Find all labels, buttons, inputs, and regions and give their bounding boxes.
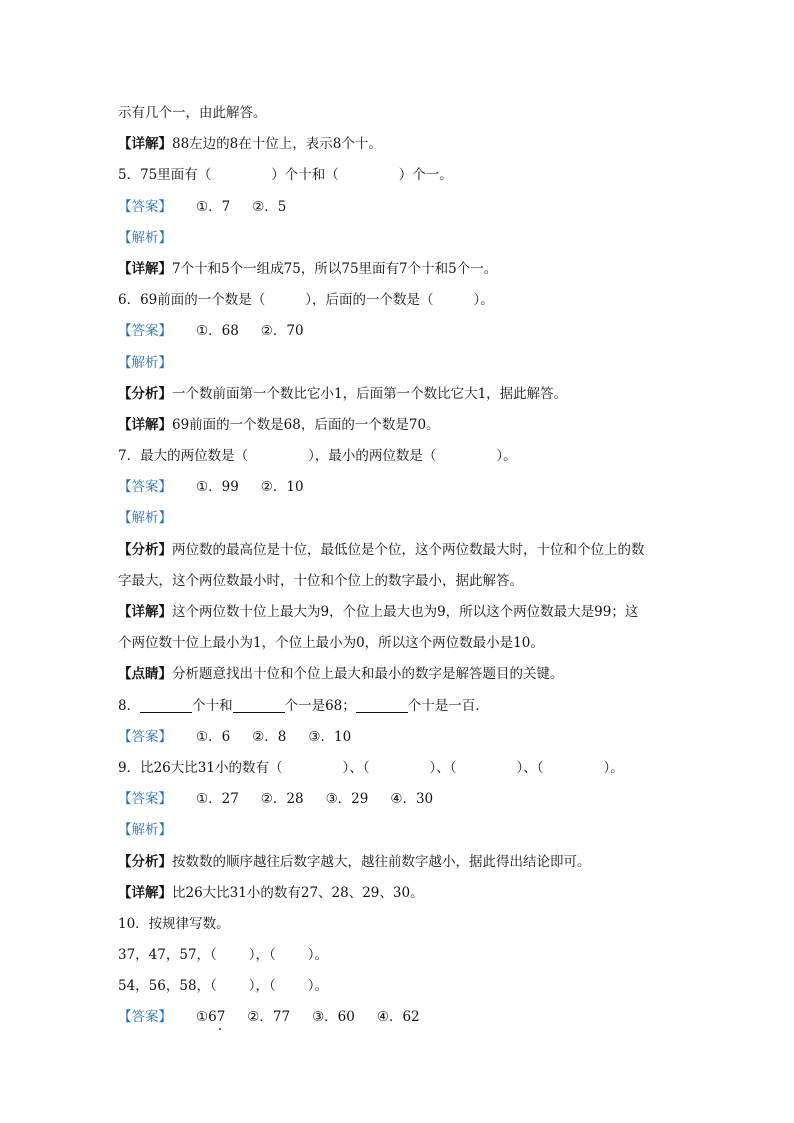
answer-item: ①67 bbox=[196, 1009, 226, 1026]
answer-item: ③．10 bbox=[308, 728, 352, 745]
line-text: 10．按规律写数。 bbox=[118, 915, 230, 932]
answer-item: ②．8 bbox=[252, 728, 287, 745]
answer-item: ②．70 bbox=[260, 323, 304, 340]
question-text: ）。 bbox=[473, 292, 494, 309]
answer-item: ②．5 bbox=[252, 198, 287, 215]
question-text: ）个十和（ bbox=[271, 167, 339, 184]
analysis-tag: 【解析】 bbox=[118, 510, 172, 527]
line-text: 分析题意找出十位和个位上最大和最小的数字是解答题目的关键。 bbox=[172, 666, 564, 683]
question-text: ）。 bbox=[307, 947, 329, 964]
question-text: ）。 bbox=[496, 448, 517, 465]
text-line bbox=[118, 878, 678, 909]
answer-tag: 【答案】 bbox=[118, 1009, 172, 1026]
question-text: ），后面的一个数是（ bbox=[305, 292, 434, 309]
line-text: 按数数的顺序越往后数字越大，越往前数字越小，据此得出结论即可。 bbox=[172, 853, 591, 870]
line-text: 比26大比31小的数有27、28、29、30。 bbox=[172, 884, 424, 901]
text-line bbox=[118, 316, 678, 347]
question-text: 个十和 bbox=[192, 697, 233, 714]
section-label: 【详解】 bbox=[118, 416, 172, 433]
question-text: 9．比26大比31小的数有（ bbox=[118, 759, 283, 776]
text-line bbox=[118, 784, 678, 815]
answer-blank bbox=[140, 698, 192, 713]
question-text: 6．69前面的一个数是（ bbox=[118, 292, 266, 309]
document-body bbox=[118, 98, 678, 1034]
line-text: 两位数的最高位是十位，最低位是个位，这个两位数最大时，十位和个位上的数 bbox=[172, 541, 645, 558]
text-line bbox=[118, 815, 678, 846]
stray-dot bbox=[219, 1028, 221, 1030]
text-line bbox=[118, 566, 678, 597]
text-line bbox=[118, 410, 678, 441]
answer-tag: 【答案】 bbox=[118, 479, 172, 496]
question-text: ）、（ bbox=[429, 759, 457, 776]
question-text: 54，56，58，（ bbox=[118, 978, 217, 995]
answer-item: ①．99 bbox=[196, 479, 239, 496]
text-line bbox=[118, 909, 678, 940]
section-label: 【详解】 bbox=[118, 884, 172, 901]
question-text: ），最小的两位数是（ bbox=[308, 448, 437, 465]
text-line bbox=[118, 348, 678, 379]
line-text: 88左边的8在十位上，表示8个十。 bbox=[172, 136, 382, 153]
analysis-tag: 【解析】 bbox=[118, 354, 172, 371]
line-text: 示有几个一，由此解答。 bbox=[118, 105, 267, 121]
answer-tag: 【答案】 bbox=[118, 323, 172, 340]
text-line bbox=[118, 847, 678, 878]
text-line bbox=[118, 441, 678, 472]
text-line bbox=[118, 285, 678, 316]
line-text: 这个两位数十位上最大为9，个位上最大也为9，所以这个两位数最大是99；这 bbox=[172, 604, 639, 620]
question-text: 5．75里面有（ bbox=[118, 167, 212, 184]
answer-blank bbox=[233, 698, 285, 713]
text-line bbox=[118, 223, 678, 254]
answer-item: ①．7 bbox=[196, 198, 231, 215]
text-line bbox=[118, 1002, 678, 1033]
text-line bbox=[118, 628, 678, 659]
question-text: 个十是一百. bbox=[407, 697, 480, 714]
answer-tag: 【答案】 bbox=[118, 198, 172, 215]
text-line bbox=[118, 98, 678, 129]
text-line bbox=[118, 254, 678, 285]
text-line bbox=[118, 753, 678, 784]
answer-blank bbox=[356, 698, 408, 713]
answer-item: ③．60 bbox=[312, 1009, 355, 1026]
line-text: 7个十和5个一组成75，所以75里面有7个十和5个一。 bbox=[172, 260, 498, 277]
question-text: ）。 bbox=[307, 978, 329, 995]
question-text: ）、（ bbox=[342, 759, 370, 776]
section-label: 【详解】 bbox=[118, 604, 172, 620]
analysis-tag: 【解析】 bbox=[118, 822, 172, 839]
question-text: 37，47，57，（ bbox=[118, 947, 217, 964]
text-line bbox=[118, 535, 678, 566]
text-line bbox=[118, 659, 678, 690]
question-text: 个一是68； bbox=[284, 697, 356, 714]
text-line bbox=[118, 129, 678, 160]
section-label: 【详解】 bbox=[118, 136, 172, 153]
section-label: 【点睛】 bbox=[118, 666, 172, 683]
text-line bbox=[118, 597, 678, 628]
answer-item: ①．68 bbox=[196, 323, 239, 340]
answer-item: ②．10 bbox=[260, 479, 304, 496]
answer-item: ①．6 bbox=[196, 728, 231, 745]
line-text: 一个数前面第一个数比它小1，后面第一个数比它大1，据此解答。 bbox=[172, 385, 568, 402]
text-line bbox=[118, 472, 678, 503]
answer-tag: 【答案】 bbox=[118, 728, 172, 745]
question-text: ）。 bbox=[603, 759, 624, 776]
text-line bbox=[118, 971, 678, 1002]
answer-item: ②．28 bbox=[260, 791, 304, 808]
line-text: 个两位数十位上最小为1，个位上最小为0，所以这个两位数最小是10。 bbox=[118, 635, 544, 652]
question-text: 7．最大的两位数是（ bbox=[118, 448, 249, 465]
section-label: 【分析】 bbox=[118, 385, 172, 402]
answer-tag: 【答案】 bbox=[118, 791, 172, 808]
answer-item: ①．27 bbox=[196, 791, 239, 808]
text-line bbox=[118, 160, 678, 191]
line-text: 字最大，这个两位数最小时，十位和个位上的数字最小，据此解答。 bbox=[118, 572, 523, 589]
text-line bbox=[118, 192, 678, 223]
question-text: ），（ bbox=[248, 978, 276, 995]
text-line bbox=[118, 722, 678, 753]
answer-item: ②．77 bbox=[247, 1009, 291, 1026]
text-line bbox=[118, 379, 678, 410]
question-text: ）、（ bbox=[516, 759, 544, 776]
question-text: ）个一。 bbox=[398, 167, 453, 184]
line-text: 69前面的一个数是68，后面的一个数是70。 bbox=[172, 416, 440, 433]
analysis-tag: 【解析】 bbox=[118, 229, 172, 246]
answer-item: ④．30 bbox=[390, 791, 434, 808]
text-line bbox=[118, 691, 678, 722]
answer-item: ③．29 bbox=[325, 791, 369, 808]
text-line bbox=[118, 940, 678, 971]
section-label: 【分析】 bbox=[118, 541, 172, 558]
question-text: ），（ bbox=[248, 947, 276, 964]
section-label: 【分析】 bbox=[118, 853, 172, 870]
question-text: 8． bbox=[118, 697, 141, 714]
text-line bbox=[118, 503, 678, 534]
answer-item: ④．62 bbox=[376, 1009, 420, 1026]
section-label: 【详解】 bbox=[118, 260, 172, 277]
